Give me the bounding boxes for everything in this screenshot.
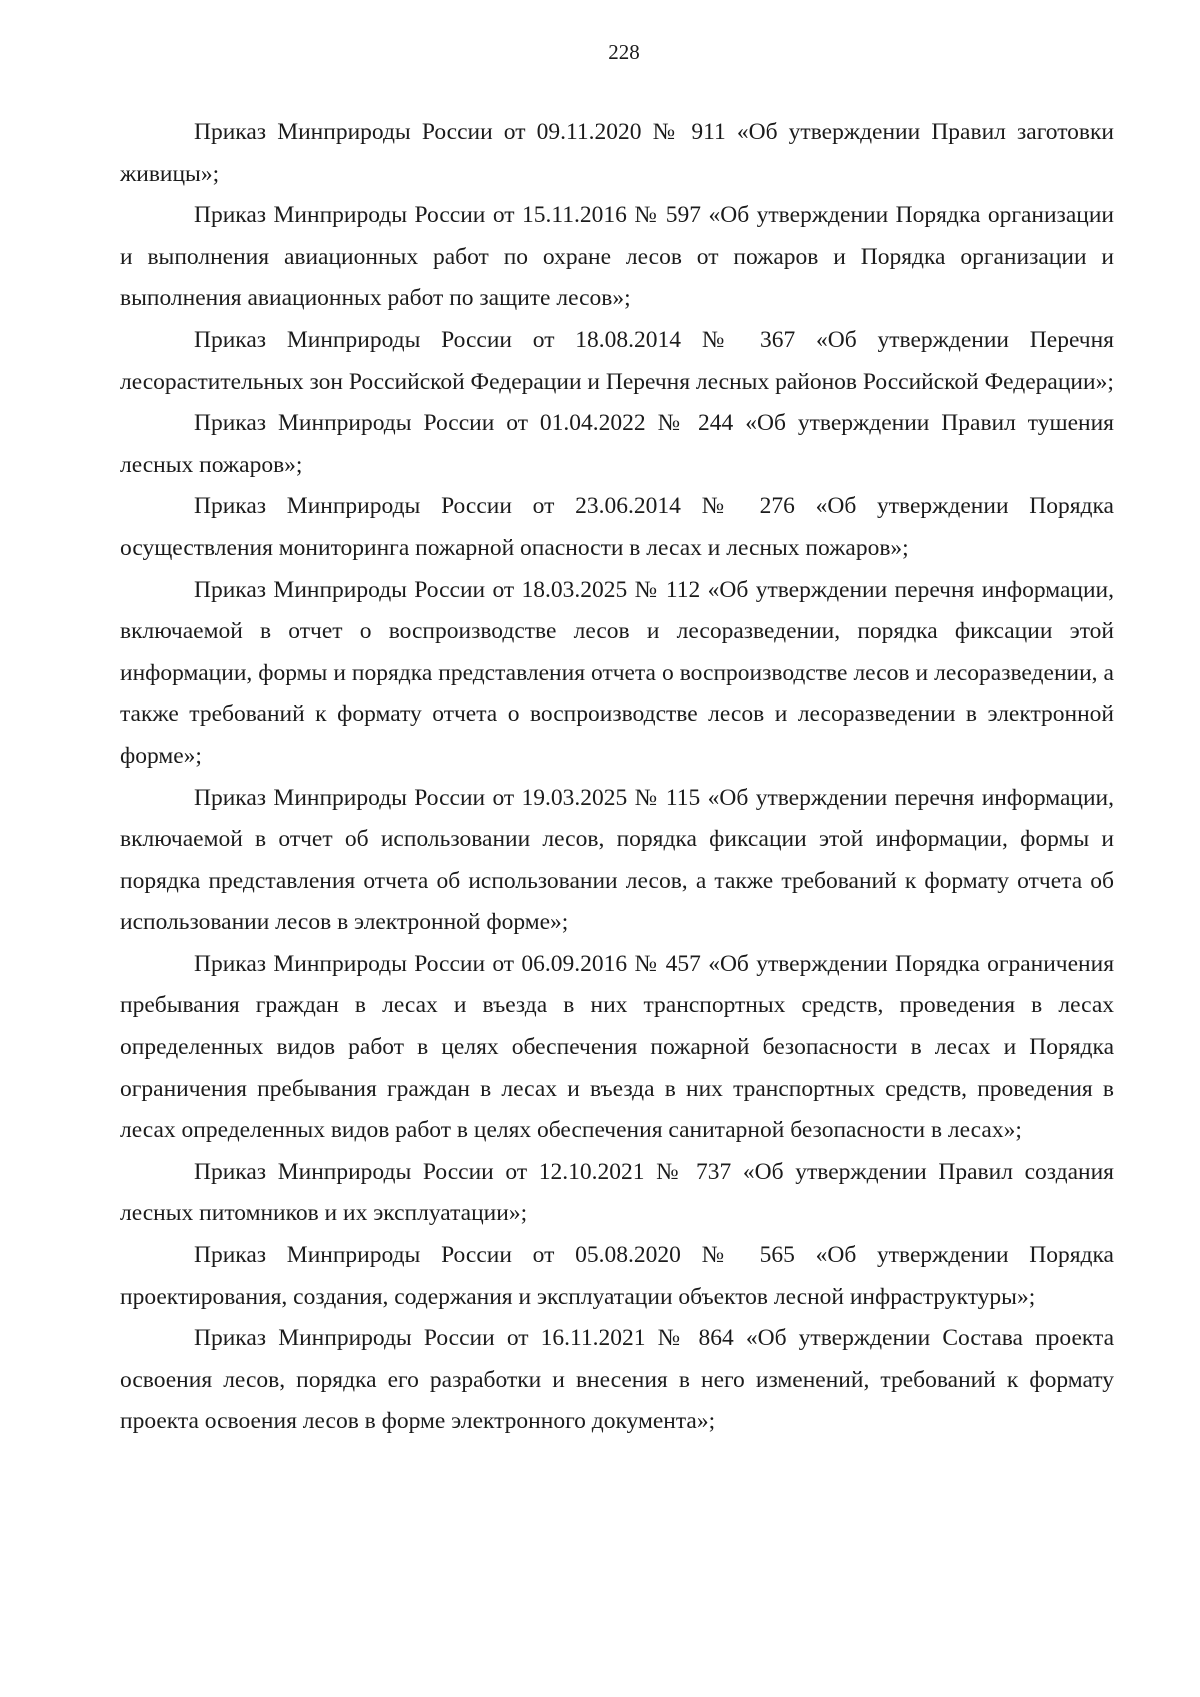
order-entry: Приказ Минприроды России от 09.11.2020 № 911 «Об утверждении Правил заготовки живицы»; <box>120 119 1114 187</box>
order-entry: Приказ Минприроды России от 19.03.2025 № 115 «Об утверждении перечня информации, включаемой в отчет об использовании лесов, порядка фиксации этой информации, формы и порядка представления отчета об использовании лесов, а также требований к формату отчета об использовании лесов в электронной форме»; <box>120 784 1114 936</box>
order-entry: Приказ Минприроды России от 18.03.2025 № 112 «Об утверждении перечня информации, включаемой в отчет о воспроизводстве лесов и лесоразведении, порядка фиксации этой информации, формы и порядка представления отчета о воспроизводстве лесов и лесоразведении, а также требований к формату отчета о воспроизводстве лесов и лесоразведении в электронной форме»; <box>120 576 1114 769</box>
order-entry: Приказ Минприроды России от 06.09.2016 № 457 «Об утверждении Порядка ограничения пребывания граждан в лесах и въезда в них транспортных средств, проведения в лесах определенных видов работ в целях обеспечения пожарной безопасности в лесах и Порядка ограничения пребывания граждан в лесах и въезда в них транспортных средств, проведения в лесах определенных видов работ в целях обеспечения санитарной безопасности в лесах»; <box>120 950 1114 1144</box>
order-entry: Приказ Минприроды России от 18.08.2014 № 367 «Об утверждении Перечня лесорастительных зон Российской Федерации и Перечня лесных районов Российской Федерации»; <box>120 326 1114 395</box>
order-entry: Приказ Минприроды России от 05.08.2020 № 565 «Об утверждении Порядка проектирования, создания, содержания и эксплуатации объектов лесной инфраструктуры»; <box>120 1242 1114 1310</box>
order-entry: Приказ Минприроды России от 01.04.2022 № 244 «Об утверждении Правил тушения лесных пожаров»; <box>120 410 1114 478</box>
order-entry: Приказ Минприроды России от 23.06.2014 № 276 «Об утверждении Порядка осуществления мониторинга пожарной опасности в лесах и лесных пожаров»; <box>120 493 1114 561</box>
page-number: 228 <box>608 40 640 64</box>
order-list <box>120 112 1114 1443</box>
order-entry: Приказ Минприроды России от 12.10.2021 № 737 «Об утверждении Правил создания лесных питомников и их эксплуатации»; <box>120 1158 1114 1227</box>
order-entry: Приказ Минприроды России от 15.11.2016 № 597 «Об утверждении Порядка организации и выполнения авиационных работ по охране лесов от пожаров и Порядка организации и выполнения авиационных работ по защите лесов»; <box>120 202 1114 312</box>
order-entry: Приказ Минприроды России от 16.11.2021 № 864 «Об утверждении Состава проекта освоения лесов, порядка его разработки и внесения в него изменений, требований к формату проекта освоения лесов в форме электронного документа»; <box>120 1325 1114 1435</box>
